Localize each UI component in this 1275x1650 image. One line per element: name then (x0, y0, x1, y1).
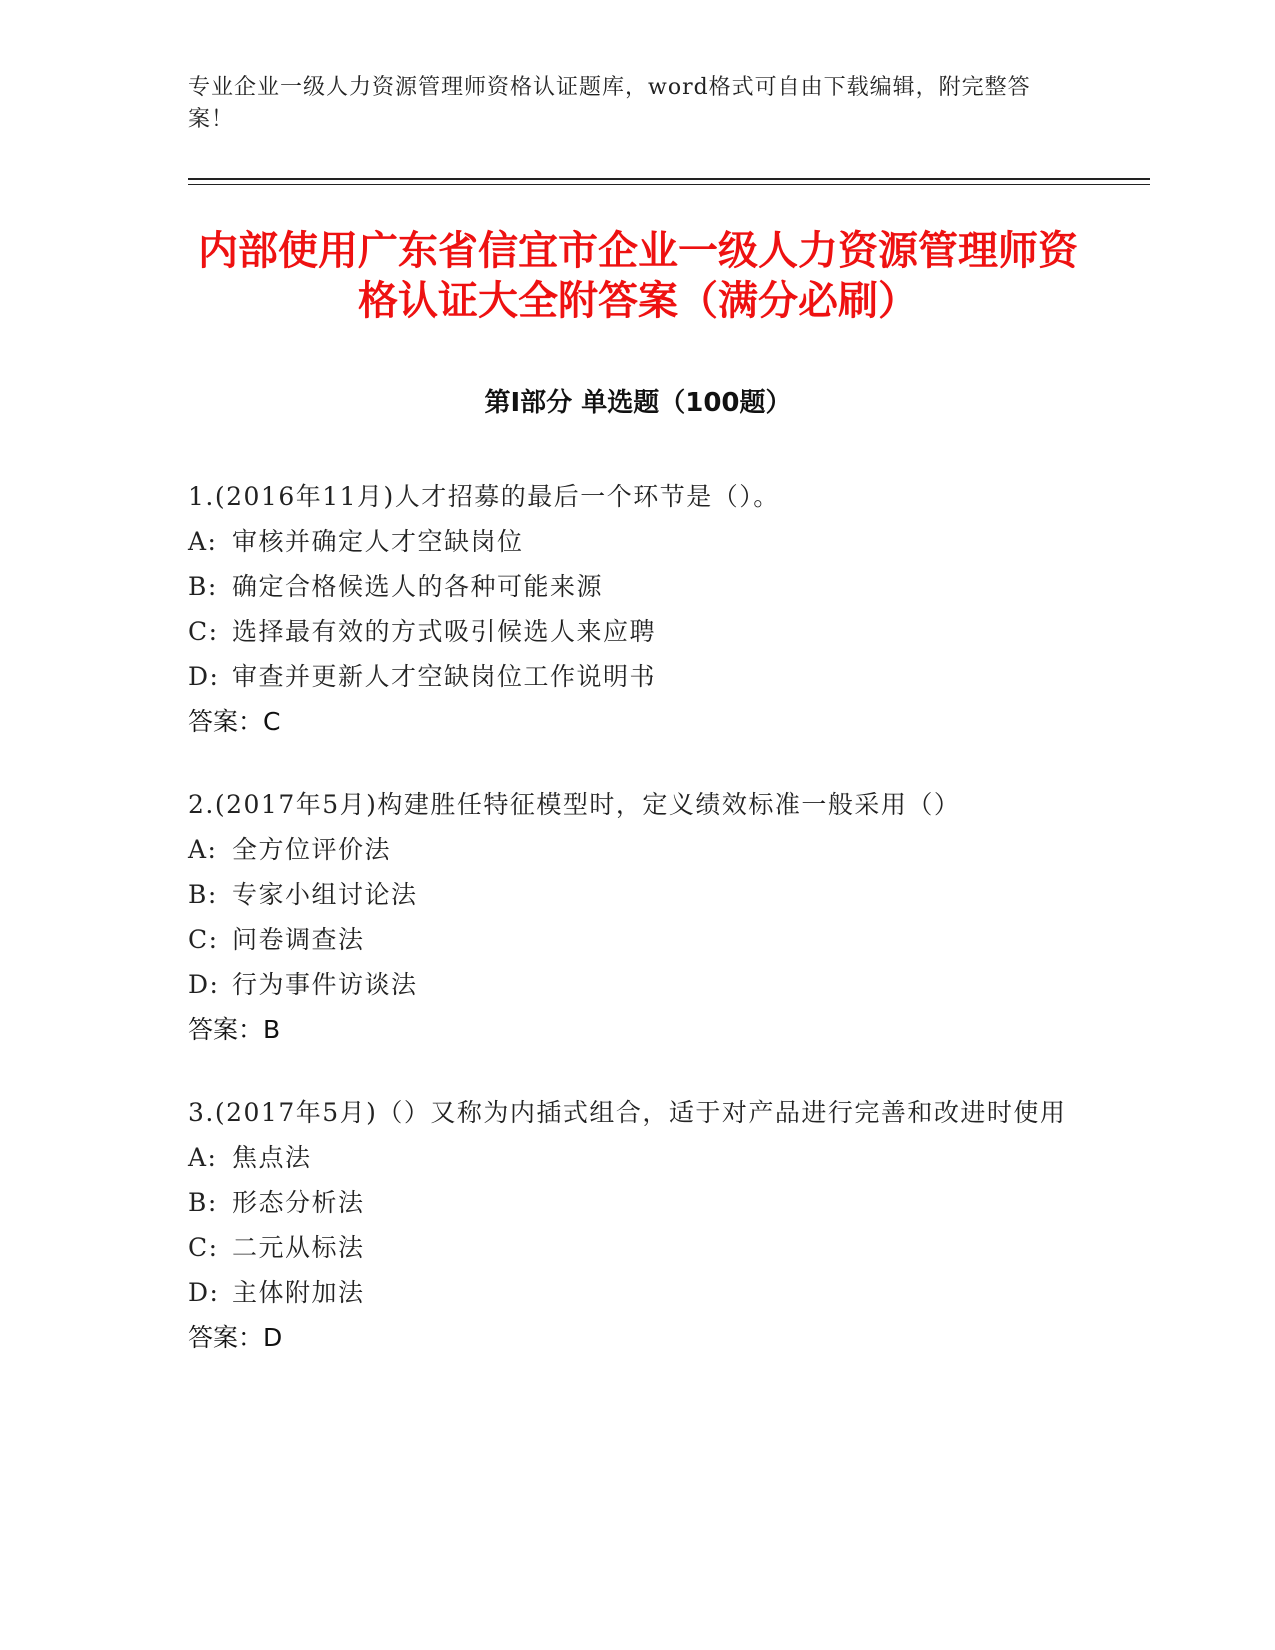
option-c (188, 917, 1068, 962)
option-text: 确定合格候选人的各种可能来源 (232, 572, 604, 601)
option-text: 审查并更新人才空缺岗位工作说明书 (232, 662, 657, 691)
option-letter: B: (188, 880, 218, 909)
question-stem: 1.(2016年11月)人才招募的最后一个环节是（）。 (188, 482, 780, 511)
question-3 (188, 1090, 1068, 1360)
answer-value: C (263, 707, 281, 736)
option-letter: C: (188, 925, 219, 954)
section-heading: 第I部分 单选题（100题） (484, 388, 792, 418)
option-d (188, 654, 1068, 699)
option-letter: A: (188, 835, 218, 864)
option-letter: B: (188, 572, 218, 601)
header-rule-thin (188, 184, 1150, 185)
answer-line (188, 699, 1068, 744)
answer-prefix: 答案： (188, 1323, 264, 1352)
option-text: 全方位评价法 (232, 835, 392, 864)
option-text: 主体附加法 (232, 1278, 365, 1307)
option-b (188, 872, 1068, 917)
option-text: 形态分析法 (232, 1188, 365, 1217)
option-letter: C: (188, 617, 219, 646)
option-text: 选择最有效的方式吸引候选人来应聘 (232, 617, 657, 646)
option-c (188, 609, 1068, 654)
option-a (188, 519, 1068, 564)
option-text: 焦点法 (232, 1143, 312, 1172)
option-letter: A: (188, 527, 218, 556)
answer-value: D (263, 1323, 283, 1352)
option-letter: D: (188, 1278, 220, 1307)
option-letter: A: (188, 1143, 218, 1172)
option-b (188, 1180, 1068, 1225)
option-letter: B: (188, 1188, 218, 1217)
option-d (188, 962, 1068, 1007)
option-text: 专家小组讨论法 (232, 880, 418, 909)
option-text: 审核并确定人才空缺岗位 (232, 527, 524, 556)
document-title: 内部使用广东省信宜市企业一级人力资源管理师资格认证大全附答案（满分必刷） (198, 228, 1078, 324)
option-letter: C: (188, 1233, 219, 1262)
answer-line (188, 1007, 1068, 1052)
question-stem: 3.(2017年5月)（）又称为内插式组合，适于对产品进行完善和改进时使用 (188, 1098, 1067, 1127)
question-2 (188, 782, 1068, 1052)
question-1 (188, 474, 1068, 744)
question-stem: 2.(2017年5月)构建胜任特征模型时，定义绩效标准一般采用（） (188, 790, 961, 819)
question-list (188, 474, 1068, 1398)
option-d (188, 1270, 1068, 1315)
answer-value: B (263, 1015, 281, 1044)
answer-prefix: 答案： (188, 1015, 264, 1044)
option-text: 问卷调查法 (232, 925, 365, 954)
header-rule-thick (188, 178, 1150, 180)
answer-prefix: 答案： (188, 707, 264, 736)
option-a (188, 1135, 1068, 1180)
header-note: 专业企业一级人力资源管理师资格认证题库，word格式可自由下载编辑，附完整答案！ (188, 75, 1031, 132)
option-letter: D: (188, 970, 220, 999)
option-a (188, 827, 1068, 872)
answer-line (188, 1315, 1068, 1360)
option-letter: D: (188, 662, 220, 691)
option-text: 行为事件访谈法 (232, 970, 418, 999)
option-b (188, 564, 1068, 609)
option-text: 二元从标法 (232, 1233, 365, 1262)
option-c (188, 1225, 1068, 1270)
